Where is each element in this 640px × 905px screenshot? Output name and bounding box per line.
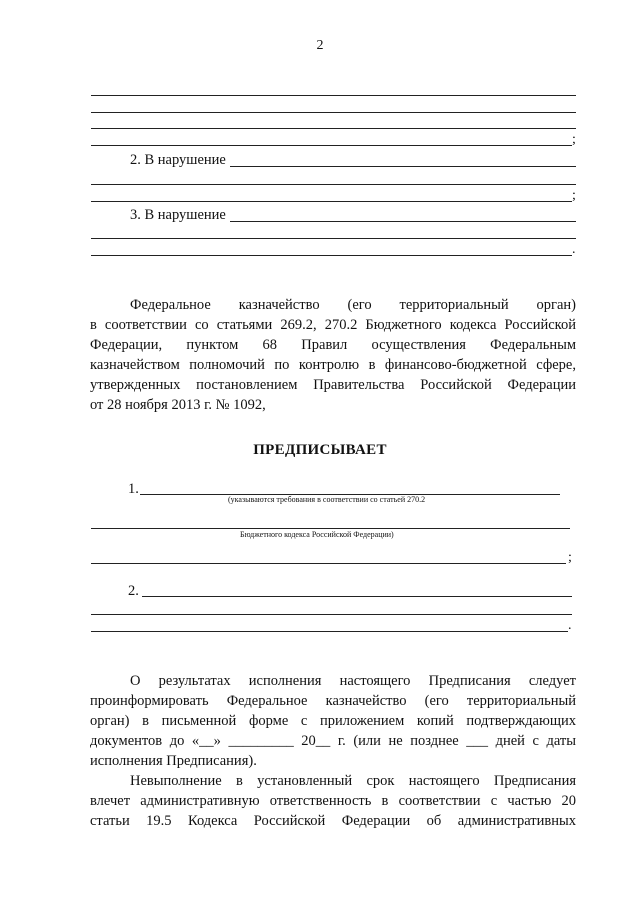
blank-line [91,184,576,185]
requirement-2-number: 2. [128,583,139,599]
semicolon: ; [572,188,576,203]
results-paragraph: О результатах исполнения настоящего Предписания следует проинформировать Федеральное казначейство (его территориальный орган) в письменной форме с приложением копий подтверждающих документов до «__» _________ 20__ г. (или не позднее ___ дней с даты исполнения Предписания). [90,673,576,769]
blank-line [91,112,576,113]
semicolon: ; [572,132,576,147]
blank-line [230,221,576,222]
violation-2-label: 2. В нарушение [130,152,226,168]
requirement-hint-2: Бюджетного кодекса Российской Федерации) [240,530,394,539]
requirement-1-number: 1. [128,481,139,497]
blank-line [91,201,572,202]
semicolon: ; [568,550,572,565]
blank-line [91,528,570,529]
page-number: 2 [316,38,324,53]
blank-line [91,95,576,96]
blank-line [91,238,576,239]
treasury-paragraph: Федеральное казначейство (его территориальный орган) в соответствии со статьями 269.2, 270.2 Бюджетного кодекса Российской Федерации, пунктом 68 Правил осуществления Федеральным казначейством полномочий по контролю в финансово-бюджетной сфере, утвержденных постановлением Правительства Российской Федерации от 28 ноября 2013 г. № 1092, [90,297,576,413]
requirement-hint-1: (указываются требования в соответствии со статьей 270.2 [228,495,426,504]
blank-line [91,614,572,615]
violation-3-label: 3. В нарушение [130,207,226,223]
blank-line [91,563,566,564]
blank-line [142,596,572,597]
blank-line [91,128,576,129]
period: . [572,242,576,257]
blank-line [91,631,568,632]
blank-line [230,166,576,167]
liability-paragraph: Невыполнение в установленный срок настоящего Предписания влечет административную ответственность в соответствии с частью 20 статьи 19.5 Кодекса Российской Федерации об административных [90,773,576,829]
period: . [568,618,572,633]
blank-line [91,145,572,146]
blank-line [91,255,572,256]
prescribes-heading: ПРЕДПИСЫВАЕТ [253,442,387,458]
